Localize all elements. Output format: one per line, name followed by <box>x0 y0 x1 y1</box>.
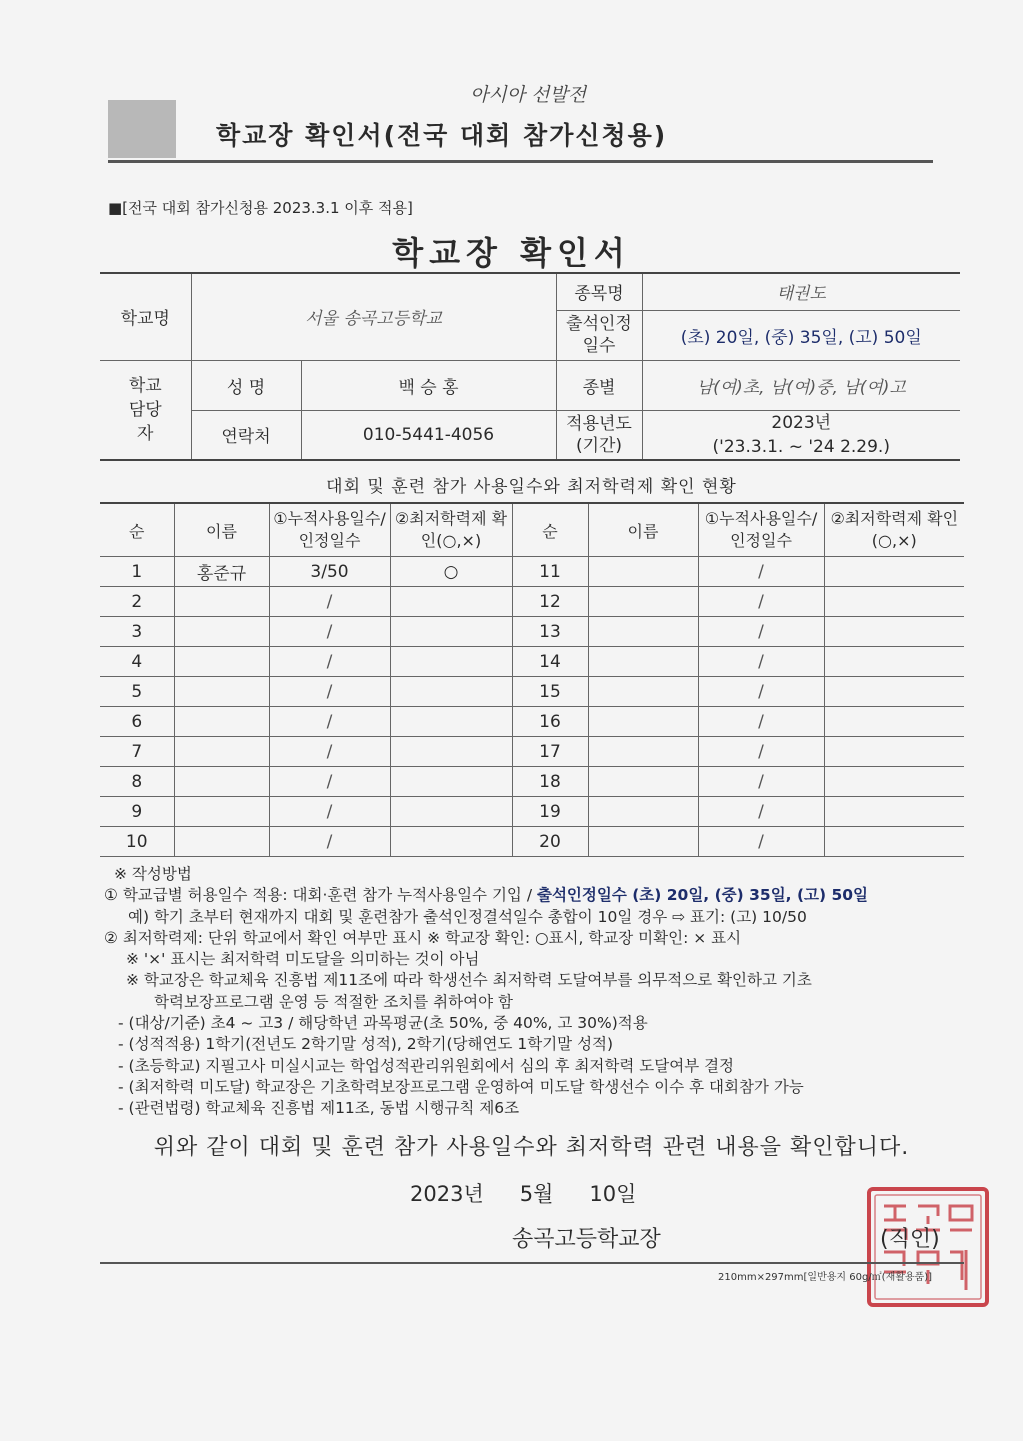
sub-note: ■[전국 대회 참가신청용 2023.3.1 이후 적용] <box>108 199 413 217</box>
name-label: 성 명 <box>191 360 301 410</box>
principal-title: 송곡고등학교장 <box>512 1227 661 1252</box>
row-min-check <box>390 797 512 827</box>
row-min-check-2 <box>824 557 964 587</box>
note-2a: ※ '×' 표시는 최저학력 미도달을 의미하는 것이 아님 <box>126 950 480 969</box>
detail-4: - (최저학력 미도달) 학교장은 기초학력보장프로그램 운영하여 미도달 학생선수 이수 후 대회참가 가능 <box>118 1077 804 1096</box>
detail-3: - (초등학교) 지필고사 미실시교는 학업성적관리위원회에서 심의 후 최저학력 도달여부 결정 <box>118 1056 735 1075</box>
detail-1: - (대상/기준) 초4 ~ 고3 / 해당학년 과목평균(초 50%, 중 40%, 고 30%)적용 <box>118 1014 648 1033</box>
row-days-2: / <box>698 677 824 707</box>
attendance-value: (초) 20일, (중) 35일, (고) 50일 <box>642 310 960 360</box>
note-2: ② 최저학력제: 단위 학교에서 확인 여부만 표시 ※ 학교장 확인: ○표시, 학교장 미확인: × 표시 <box>104 928 742 947</box>
row-no-2: 13 <box>512 617 588 647</box>
row-min-check <box>390 827 512 857</box>
row-days: / <box>269 587 390 617</box>
row-min-check <box>390 707 512 737</box>
table-row <box>100 797 964 827</box>
seal-label: (직인) <box>880 1227 940 1252</box>
school-label: 학교명 <box>100 273 191 360</box>
row-min-check-2 <box>824 677 964 707</box>
row-no: 9 <box>100 797 174 827</box>
year-value: 2023년 <box>771 412 832 433</box>
header-name: 이름 <box>174 503 269 557</box>
row-no: 4 <box>100 647 174 677</box>
row-min-check <box>390 647 512 677</box>
row-no-2: 19 <box>512 797 588 827</box>
header-title: 학교장 확인서(전국 대회 참가신청용) <box>216 121 668 150</box>
table-row <box>100 737 964 767</box>
category-value: 남(여)초, 남(여)중, 남(여)고 <box>642 360 960 410</box>
attendance-label: 출석인정일수 <box>556 310 642 360</box>
header-name-2: 이름 <box>588 503 698 557</box>
header-no-2: 순 <box>512 503 588 557</box>
sport-value: 태권도 <box>642 273 960 310</box>
note-1-bold: 출석인정일수 (초) 20일, (중) 35일, (고) 50일 <box>536 886 869 905</box>
row-days: 3/50 <box>269 557 390 587</box>
row-days-2: / <box>698 647 824 677</box>
row-no-2: 20 <box>512 827 588 857</box>
row-no-2: 16 <box>512 707 588 737</box>
issue-date <box>410 1178 672 1208</box>
row-days-2: / <box>698 617 824 647</box>
row-no: 5 <box>100 677 174 707</box>
phone-value: 010-5441-4056 <box>301 410 556 460</box>
note-1 <box>104 885 974 906</box>
row-min-check-2 <box>824 737 964 767</box>
status-title: 대회 및 훈련 참가 사용일수와 최저학력제 확인 현황 <box>326 477 737 497</box>
header-min: ②최저학력제 확인(○,×) <box>390 503 512 557</box>
row-min-check-2 <box>824 617 964 647</box>
row-name <box>174 647 269 677</box>
row-name <box>174 767 269 797</box>
detail-5: - (관련법령) 학교체육 진흥법 제11조, 동법 시행규칙 제6조 <box>118 1099 520 1118</box>
row-days: / <box>269 647 390 677</box>
row-no: 10 <box>100 827 174 857</box>
table-row <box>100 617 964 647</box>
row-name-2 <box>588 617 698 647</box>
row-days: / <box>269 797 390 827</box>
row-days: / <box>269 617 390 647</box>
row-days-2: / <box>698 797 824 827</box>
bottom-divider <box>100 1262 964 1264</box>
row-no: 2 <box>100 587 174 617</box>
row-name-2 <box>588 587 698 617</box>
info-table <box>100 272 960 461</box>
document-title: 학교장 확인서 <box>392 234 631 272</box>
row-min-check-2 <box>824 827 964 857</box>
row-no: 1 <box>100 557 174 587</box>
header-days-2: ①누적사용일수/인정일수 <box>698 503 824 557</box>
date-year: 2023년 <box>410 1182 484 1206</box>
table-row <box>100 677 964 707</box>
status-table-header <box>100 503 964 557</box>
row-days: / <box>269 827 390 857</box>
category-label: 종별 <box>556 360 642 410</box>
row-no-2: 11 <box>512 557 588 587</box>
year-label: 적용년도(기간) <box>556 410 642 460</box>
instructions <box>104 864 974 1120</box>
row-name <box>174 617 269 647</box>
header-min-2: ②최저학력제 확인(○,×) <box>824 503 964 557</box>
table-row <box>100 647 964 677</box>
row-name-2 <box>588 707 698 737</box>
row-min-check-2 <box>824 797 964 827</box>
row-days-2: / <box>698 827 824 857</box>
row-name <box>174 827 269 857</box>
row-min-check-2 <box>824 707 964 737</box>
row-no: 3 <box>100 617 174 647</box>
date-day: 10일 <box>589 1182 637 1206</box>
school-value: 서울 송곡고등학교 <box>191 273 556 360</box>
header-no: 순 <box>100 503 174 557</box>
row-no-2: 15 <box>512 677 588 707</box>
row-name <box>174 707 269 737</box>
row-name-2 <box>588 797 698 827</box>
date-month: 5월 <box>519 1182 554 1206</box>
contact-group-label: 학교담당자 <box>100 360 191 460</box>
row-name-2 <box>588 827 698 857</box>
row-name-2 <box>588 767 698 797</box>
row-min-check <box>390 617 512 647</box>
row-name <box>174 797 269 827</box>
row-days: / <box>269 737 390 767</box>
note-1-example: 예) 학기 초부터 현재까지 대회 및 훈련참가 출석인정결석일수 총합이 10일 경우 ⇨ 표기: (고) 10/50 <box>128 907 807 926</box>
row-no: 6 <box>100 707 174 737</box>
row-days-2: / <box>698 767 824 797</box>
sport-label: 종목명 <box>556 273 642 310</box>
row-min-check <box>390 677 512 707</box>
row-no-2: 17 <box>512 737 588 767</box>
row-no-2: 12 <box>512 587 588 617</box>
name-value: 백 승 홍 <box>301 360 556 410</box>
table-row <box>100 767 964 797</box>
row-min-check <box>390 587 512 617</box>
year-cell <box>642 410 960 460</box>
row-days: / <box>269 677 390 707</box>
row-min-check-2 <box>824 647 964 677</box>
row-name <box>174 677 269 707</box>
note-2b-cont: 학력보장프로그램 운영 등 적절한 조치를 취하여야 함 <box>154 992 513 1011</box>
row-days-2: / <box>698 587 824 617</box>
row-days-2: / <box>698 557 824 587</box>
table-row <box>100 587 964 617</box>
row-no-2: 18 <box>512 767 588 797</box>
row-no: 8 <box>100 767 174 797</box>
row-min-check-2 <box>824 587 964 617</box>
row-name <box>174 587 269 617</box>
table-row <box>100 827 964 857</box>
header-days: ①누적사용일수/인정일수 <box>269 503 390 557</box>
row-name-2 <box>588 557 698 587</box>
note-1-text: ① 학교급별 허용일수 적용: 대회·훈련 참가 누적사용일수 기입 / <box>104 886 533 905</box>
row-days: / <box>269 707 390 737</box>
detail-2: - (성적적용) 1학기(전년도 2학기말 성적), 2학기(당해연도 1학기말 성적) <box>118 1035 614 1054</box>
row-name-2 <box>588 737 698 767</box>
row-name-2 <box>588 647 698 677</box>
status-table <box>100 502 964 857</box>
paper-size-note: 210mm×297mm[일반용지 60g/㎡(재활용품)] <box>718 1272 933 1283</box>
table-row <box>100 707 964 737</box>
confirmation-statement: 위와 같이 대회 및 훈련 참가 사용일수와 최저학력 관련 내용을 확인합니다. <box>153 1135 910 1160</box>
handwritten-note: 아시아 선발전 <box>470 84 587 106</box>
row-min-check: ○ <box>390 557 512 587</box>
row-days-2: / <box>698 737 824 767</box>
header-band <box>108 100 933 163</box>
row-name: 홍준규 <box>174 557 269 587</box>
row-no-2: 14 <box>512 647 588 677</box>
notes-title: ※ 작성방법 <box>114 865 192 883</box>
row-days: / <box>269 767 390 797</box>
row-name-2 <box>588 677 698 707</box>
note-2b: ※ 학교장은 학교체육 진흥법 제11조에 따라 학생선수 최저학력 도달여부를 의무적으로 확인하고 기초 <box>126 971 812 990</box>
row-name <box>174 737 269 767</box>
period-value: ('23.3.1. ~ '24 2.29.) <box>712 436 890 457</box>
table-row <box>100 557 964 587</box>
row-min-check <box>390 767 512 797</box>
row-days-2: / <box>698 707 824 737</box>
row-min-check <box>390 737 512 767</box>
row-no: 7 <box>100 737 174 767</box>
header-grey-block <box>108 100 176 158</box>
row-min-check-2 <box>824 767 964 797</box>
phone-label: 연락처 <box>191 410 301 460</box>
